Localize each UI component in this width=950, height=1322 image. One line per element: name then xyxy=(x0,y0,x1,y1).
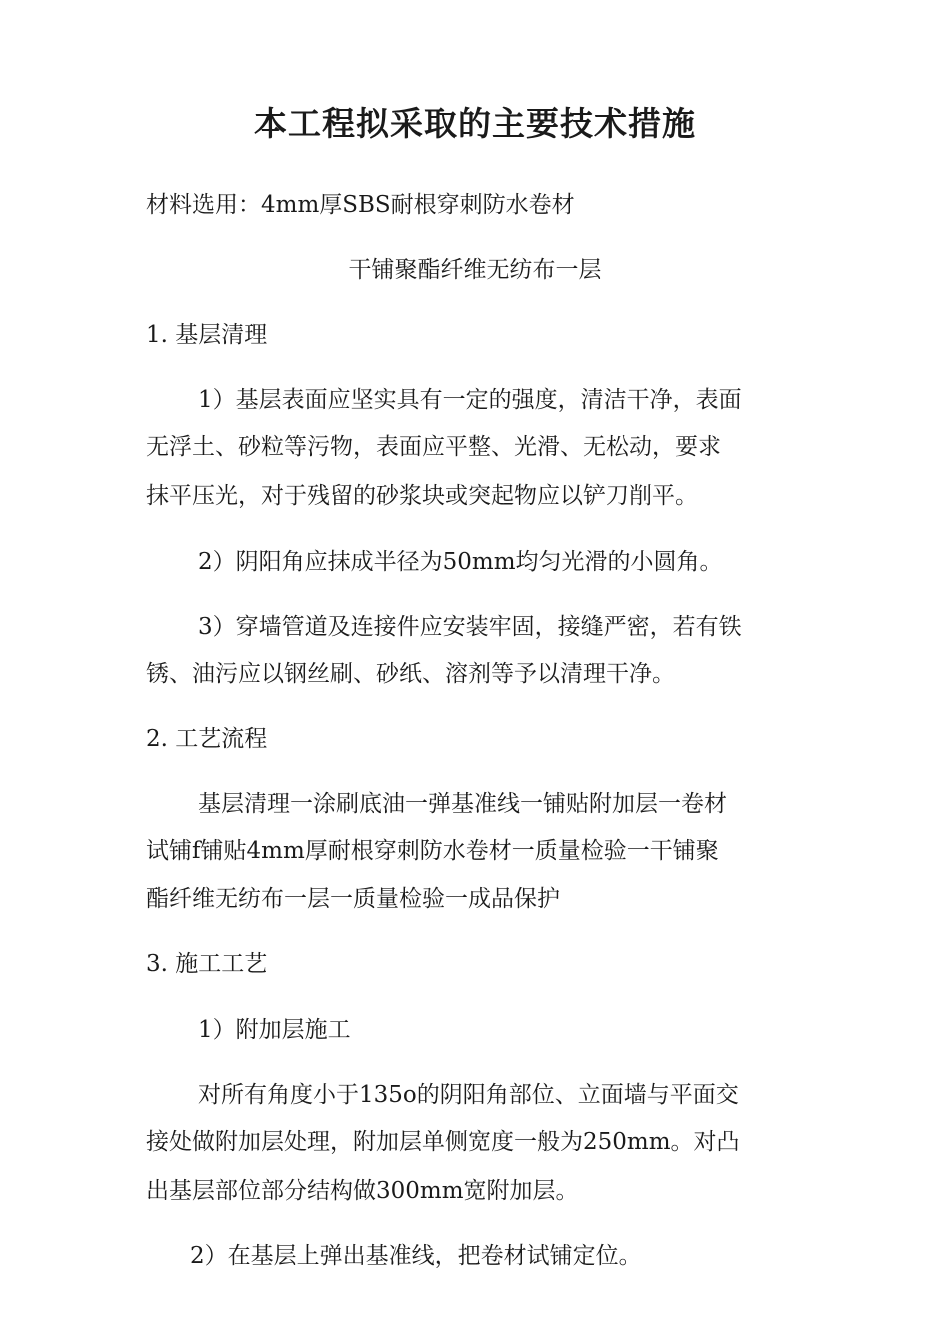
section-1-heading: 1. 基层清理 xyxy=(146,322,268,348)
paragraph-line: 抹平压光，对于残留的砂浆块或突起物应以铲刀削平。 xyxy=(146,483,698,509)
paragraph-line: 基层清理一涂刷底油一弹基准线一铺贴附加层一卷材 xyxy=(198,791,727,817)
material-line: 材料选用：4mm厚SBS耐根穿刺防水卷材 xyxy=(146,192,575,218)
subheading: 1）附加层施工 xyxy=(198,1017,351,1043)
material-line-2: 干铺聚酯纤维无纺布一层 xyxy=(348,257,602,283)
paragraph-line: 出基层部位部分结构做300mm宽附加层。 xyxy=(146,1178,579,1204)
document-title: 本工程拟采取的主要技术措施 xyxy=(254,104,696,143)
paragraph-line: 试铺f铺贴4mm厚耐根穿刺防水卷材一质量检验一干铺聚 xyxy=(146,838,719,864)
paragraph-line: 3）穿墙管道及连接件应安装牢固，接缝严密，若有铁 xyxy=(198,614,742,640)
paragraph-line: 无浮土、砂粒等污物，表面应平整、光滑、无松动，要求 xyxy=(146,434,721,460)
paragraph-line: 接处做附加层处理，附加层单侧宽度一般为250mm。对凸 xyxy=(146,1129,740,1155)
paragraph-line: 1）基层表面应坚实具有一定的强度，清洁干净，表面 xyxy=(198,387,742,413)
paragraph-line: 2）阴阳角应抹成半径为50mm均匀光滑的小圆角。 xyxy=(198,549,723,575)
section-2-heading: 2. 工艺流程 xyxy=(146,726,268,752)
paragraph-line: 锈、油污应以钢丝刷、砂纸、溶剂等予以清理干净。 xyxy=(146,661,675,687)
paragraph-line: 对所有角度小于135o的阴阳角部位、立面墙与平面交 xyxy=(198,1082,739,1108)
subheading: 2）在基层上弹出基准线，把卷材试铺定位。 xyxy=(190,1243,642,1269)
paragraph-line: 酯纤维无纺布一层一质量检验一成品保护 xyxy=(146,886,560,912)
section-3-heading: 3. 施工工艺 xyxy=(146,951,268,977)
